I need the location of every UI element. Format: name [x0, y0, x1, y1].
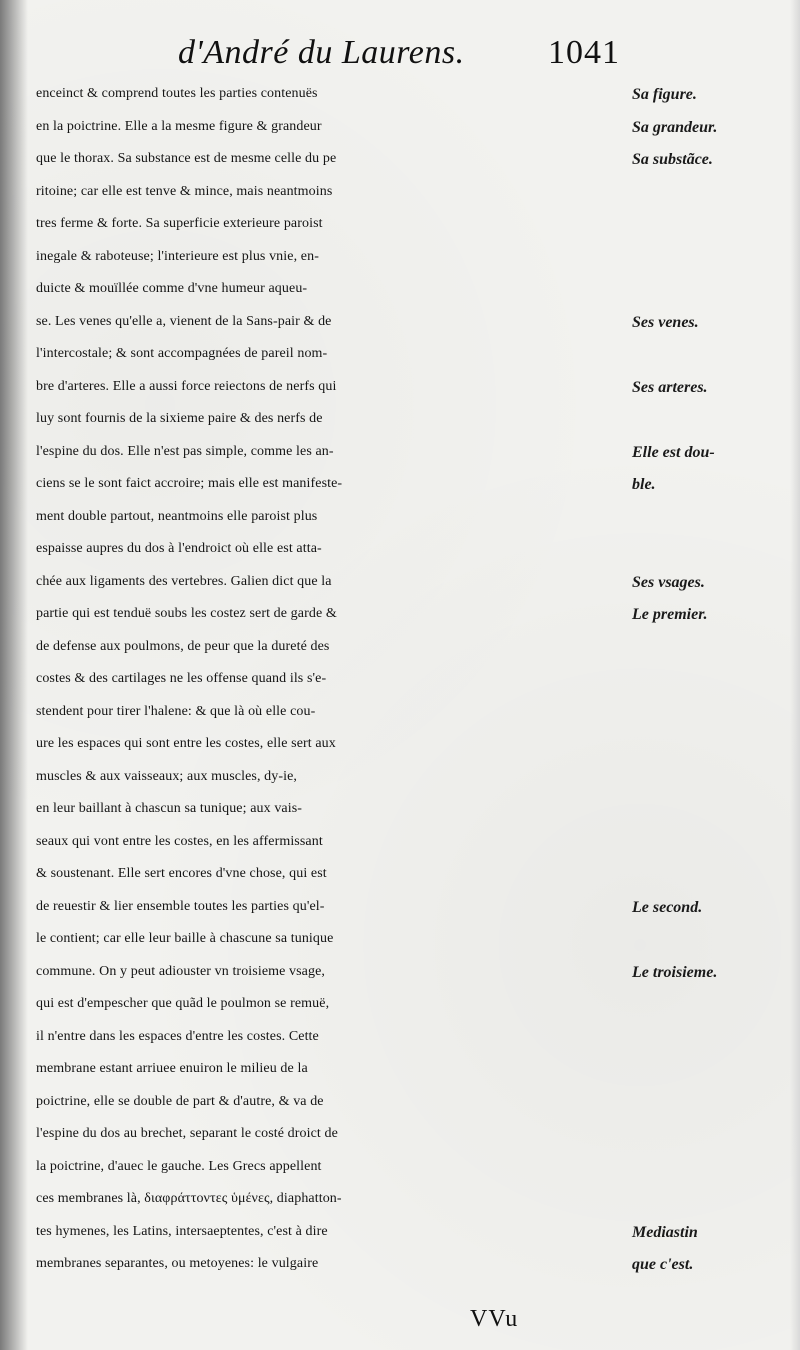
text-line: partie qui est tenduë soubs les costez sert de garde &: [36, 606, 337, 621]
text-line: commune. On y peut adiouster vn troisieme vsage,: [36, 963, 326, 979]
text-line: muscles & aux vaisseaux; aux muscles, dy-ie,: [36, 768, 298, 784]
margin-note: Le troisieme.: [632, 963, 718, 981]
text-line: tres ferme & forte. Sa superficie exterieure paroist: [36, 216, 323, 231]
text-line: & soustenant. Elle sert encores d'vne chose, qui est: [36, 866, 327, 881]
text-line: poictrine, elle se double de part & d'autre, & va de: [36, 1093, 324, 1109]
margin-note: Ses vsages.: [632, 573, 705, 591]
text-line: de defense aux poulmons, de peur que la dureté des: [36, 638, 330, 654]
text-line: ciens se le sont faict accroire; mais elle est manifeste-: [36, 476, 343, 491]
text-line: seaux qui vont entre les costes, en les affermissant: [36, 833, 323, 849]
text-line: ces membranes là, διαφράττοντες ὑμένες, diaphatton-: [36, 1191, 342, 1206]
text-line: de reuestir & lier ensemble toutes les parties qu'el-: [36, 898, 325, 914]
text-line: stendent pour tirer l'halene: & que là où elle cou-: [36, 703, 316, 719]
text-line: se. Les venes qu'elle a, vienent de la Sans-pair & de: [36, 313, 332, 329]
text-line: bre d'arteres. Elle a aussi force reiectons de nerfs qui: [36, 378, 337, 394]
text-line: l'espine du dos au brechet, separant le costé droict de: [36, 1126, 338, 1141]
text-line: membranes separantes, ou metoyenes: le vulgaire: [36, 1256, 319, 1271]
margin-note: ble.: [632, 476, 656, 493]
text-line: enceinct & comprend toutes les parties contenuës: [36, 86, 318, 101]
text-line: espaisse aupres du dos à l'endroict où elle est atta-: [36, 541, 322, 556]
text-line: la poictrine, d'auec le gauche. Les Grecs appellent: [36, 1158, 322, 1174]
text-line: ritoine; car elle est tenve & mince, mais neantmoins: [36, 183, 333, 199]
text-line: il n'entre dans les espaces d'entre les costes. Cette: [36, 1028, 319, 1044]
text-line: duicte & mouïllée comme d'vne humeur aqueu-: [36, 281, 308, 296]
margin-note: Sa grandeur.: [632, 118, 718, 136]
margin-note: Sa substãce.: [632, 151, 713, 168]
text-line: que le thorax. Sa substance est de mesme celle du pe: [36, 151, 337, 166]
margin-note: Le premier.: [632, 606, 708, 623]
text-line: membrane estant arriuee enuiron le milieu de la: [36, 1061, 308, 1076]
page-number: 1041: [548, 34, 620, 71]
text-line: costes & des cartilages ne les offense quand ils s'e-: [36, 671, 327, 686]
text-line: ment double partout, neantmoins elle paroist plus: [36, 508, 318, 524]
text-line: chée aux ligaments des vertebres. Galien dict que la: [36, 573, 332, 589]
text-line: luy sont fournis de la sixieme paire & des nerfs de: [36, 411, 323, 426]
margin-note: Elle est dou-: [632, 443, 715, 461]
text-line: en leur baillant à chascun sa tunique; aux vais-: [36, 801, 303, 816]
text-line: le contient; car elle leur baille à chascune sa tunique: [36, 931, 334, 946]
text-line: ure les espaces qui sont entre les costes, elle sert aux: [36, 736, 336, 751]
text-line: en la poictrine. Elle a la mesme figure & grandeur: [36, 118, 322, 134]
margin-note: que c'est.: [632, 1256, 694, 1273]
text-line: inegale & raboteuse; l'interieure est plus vnie, en-: [36, 248, 319, 264]
body-text: [36, 78, 636, 1281]
text-line: l'espine du dos. Elle n'est pas simple, comme les an-: [36, 443, 334, 459]
text-line: tes hymenes, les Latins, intersaeptentes, c'est à dire: [36, 1223, 328, 1239]
margin-note: Ses arteres.: [632, 378, 708, 396]
text-line: l'intercostale; & sont accompagnées de pareil nom-: [36, 346, 328, 361]
signature-mark: VVu: [470, 1306, 519, 1332]
running-head: d'André du Laurens.: [178, 34, 465, 71]
margin-note: Le second.: [632, 898, 703, 916]
margin-note: Mediastin: [632, 1223, 698, 1241]
margin-note: Ses venes.: [632, 313, 699, 331]
margin-note: Sa figure.: [632, 86, 697, 103]
text-line: qui est d'empescher que quãd le poulmon se remuë,: [36, 996, 330, 1011]
